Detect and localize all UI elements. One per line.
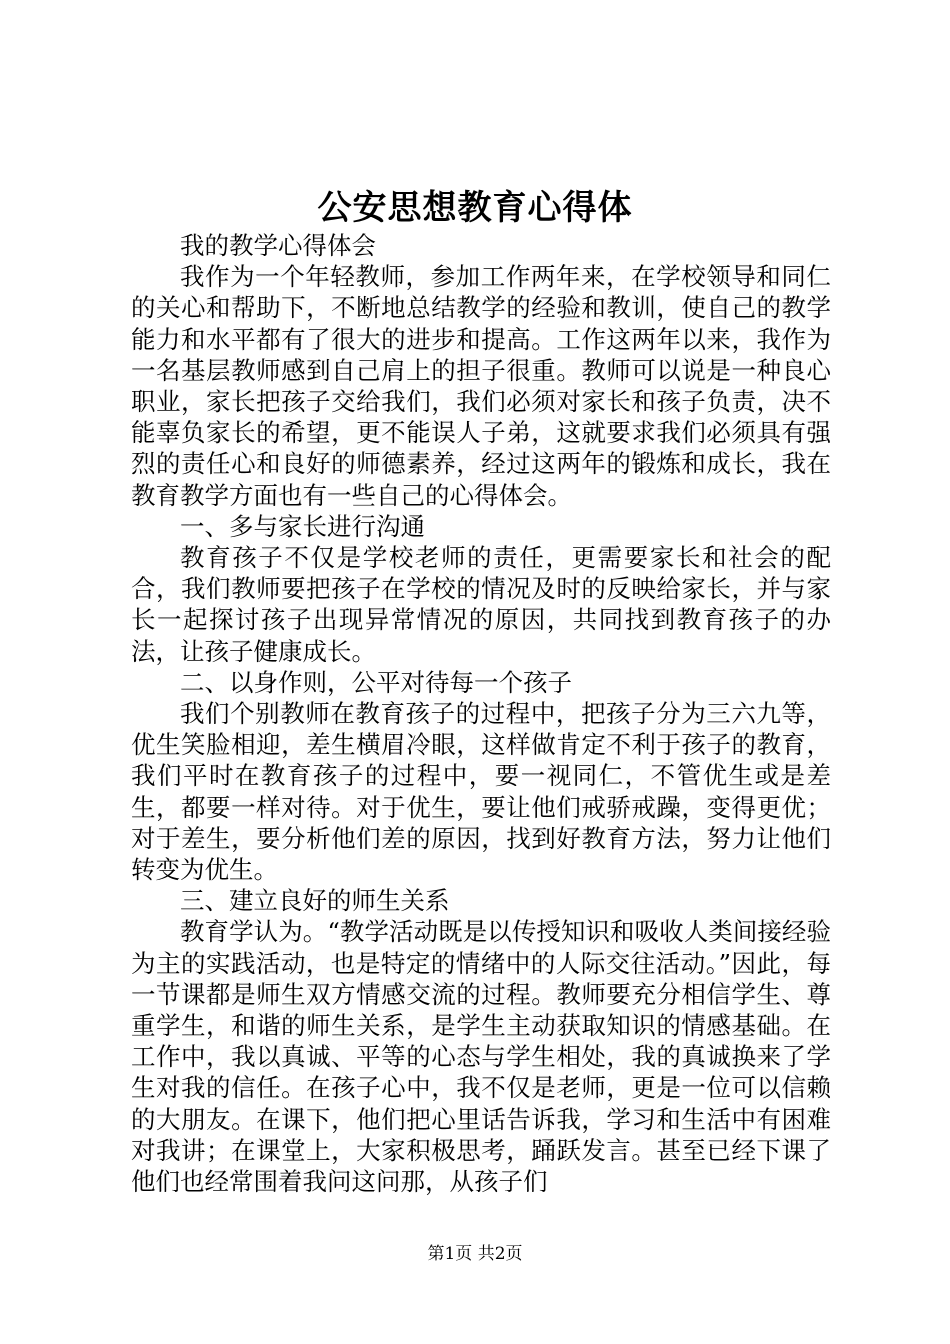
body-paragraph: 教育学认为。“教学活动既是以传授知识和吸收人类间接经验为主的实践活动，也是特定的情绪中的人际交往活动。”因此，每一节课都是师生双方情感交流的过程。教师要充分相信学生、尊重学生，和谐的师生关系，是学生主动获取知识的情感基础。在工作中，我以真诚、平等的心态与学生相处，我的真诚换来了学生对我的信任。在孩子心中，我不仅是老师，更是一位可以信赖的大朋友。在课下，他们把心里话告诉我，学习和生活中有困难对我讲；在课堂上，大家积极思考，踊跃发言。甚至已经下课了他们也经常围着我问这问那，从孩子们 (131, 917, 831, 1197)
body-paragraph: 教育孩子不仅是学校老师的责任，更需要家长和社会的配合，我们教师要把孩子在学校的情况及时的反映给家长，并与家长一起探讨孩子出现异常情况的原因，共同找到教育孩子的办法，让孩子健康成长。 (131, 543, 831, 666)
body-paragraph: 我作为一个年轻教师，参加工作两年来，在学校领导和同仁的关心和帮助下，不断地总结教学的经验和教训，使自己的教学能力和水平都有了很大的进步和提高。工作这两年以来，我作为一名基层教师感到自己肩上的担子很重。教师可以说是一种良心职业，家长把孩子交给我们，我们必须对家长和孩子负责，决不能辜负家长的希望，更不能误人子弟，这就要求我们必须具有强烈的责任心和良好的师德素养，经过这两年的锻炼和成长，我在教育教学方面也有一些自己的心得体会。 (131, 262, 831, 510)
section-heading: 一、多与家长进行沟通 (180, 511, 425, 541)
document-body (131, 230, 831, 1197)
section-heading: 三、建立良好的师生关系 (180, 886, 450, 916)
document-title: 公安思想教育心得体 (317, 188, 633, 228)
page-footer: 第1页 共2页 (427, 1244, 523, 1264)
body-paragraph: 我们个别教师在教育孩子的过程中，把孩子分为三六九等，优生笑脸相迎，差生横眉冷眼，这样做肯定不利于孩子的教育，我们平时在教育孩子的过程中，要一视同仁，不管优生或是差生，都要一样对待。对于优生，要让他们戒骄戒躁，变得更优；对于差生，要分析他们差的原因，找到好教育方法，努力让他们转变为优生。 (131, 699, 831, 885)
section-heading: 二、以身作则，公平对待每一个孩子 (180, 667, 572, 697)
subtitle-paragraph: 我的教学心得体会 (180, 231, 376, 260)
